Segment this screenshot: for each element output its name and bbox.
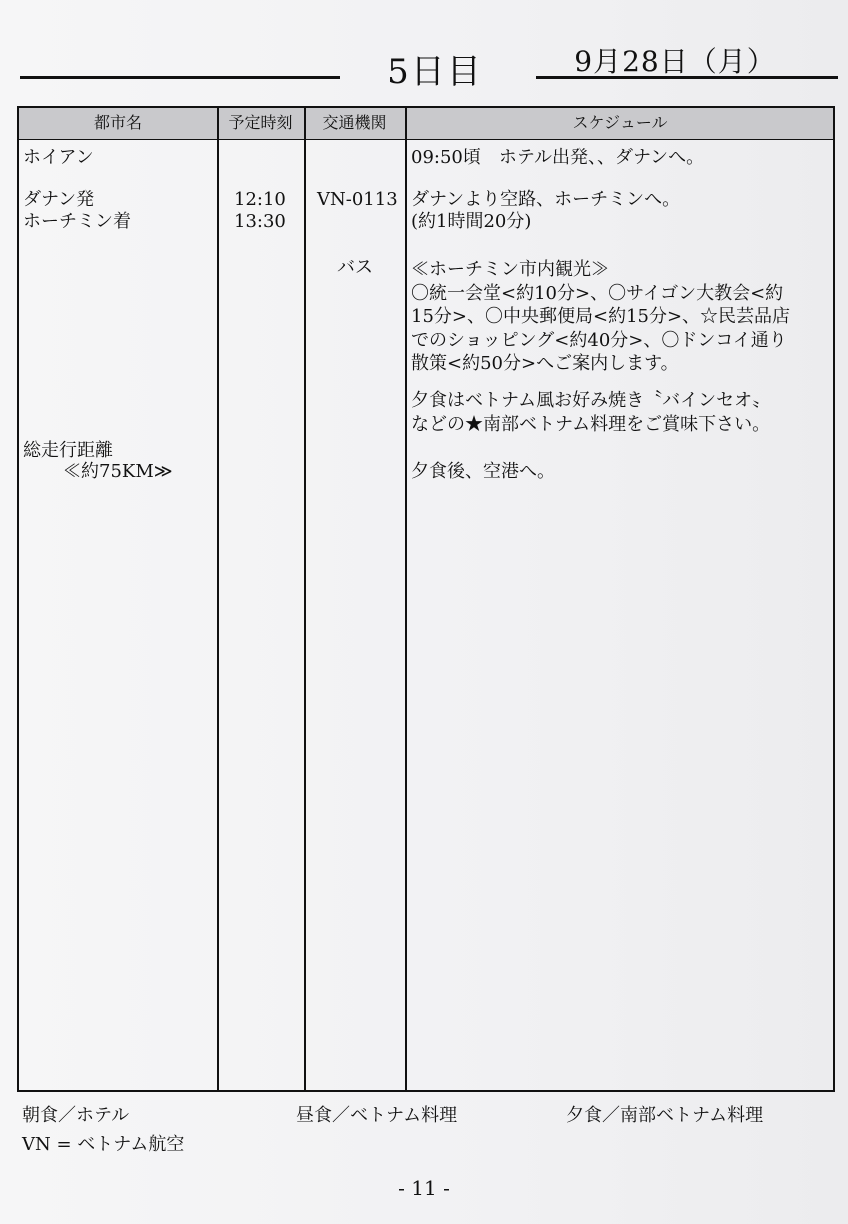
lunch-info: 昼食／ベトナム料理 — [296, 1105, 458, 1126]
header-rule-left — [20, 76, 340, 79]
table-header-row — [19, 108, 833, 140]
column-divider — [405, 108, 407, 1090]
col-header-schedule: スケジュール — [572, 113, 668, 132]
transport-cell: バス — [337, 257, 373, 278]
total-distance-value: ≪約75KM≫ — [63, 461, 173, 482]
city-cell: ホーチミン着 — [23, 211, 131, 232]
transport-cell: VN-0113 — [317, 189, 398, 210]
day-title: 5日目 — [387, 52, 483, 92]
schedule-line: ダナンより空路、ホーチミンへ。 — [411, 189, 681, 210]
column-divider — [304, 108, 306, 1090]
time-cell: 12:10 — [234, 189, 286, 210]
col-header-time: 予定時刻 — [228, 113, 293, 132]
schedule-line: ≪ホーチミン市内観光≫ — [411, 259, 609, 280]
breakfast-info: 朝食／ホテル — [22, 1105, 130, 1126]
city-cell: ホイアン — [23, 147, 94, 168]
schedule-line: (約1時間20分) — [411, 211, 532, 232]
schedule-line: 散策<約50分>へご案内します。 — [411, 353, 679, 374]
page-number: - 11 - — [398, 1176, 450, 1200]
schedule-line: 09:50頃 ホテル出発、、ダナンへ。 — [411, 147, 705, 168]
schedule-line: 〇統一会堂<約10分>、〇サイゴン大教会<約 — [411, 282, 784, 304]
col-header-transport: 交通機関 — [322, 113, 387, 132]
time-cell: 13:30 — [234, 211, 286, 232]
schedule-table — [17, 106, 835, 1092]
airline-note: VN = ベトナム航空 — [22, 1134, 185, 1155]
schedule-line: などの★南部ベトナム料理をご賞味下さい。 — [411, 414, 771, 435]
schedule-line: 夕食後、空港へ。 — [411, 461, 555, 482]
city-cell: ダナン発 — [23, 189, 95, 210]
dinner-info: 夕食／南部ベトナム料理 — [566, 1105, 764, 1126]
total-distance-label: 総走行距離 — [23, 440, 113, 461]
schedule-line: 夕食はベトナム風お好み焼き〝バインセオ〟 — [411, 390, 771, 411]
schedule-line: 15分>、〇中央郵便局<約15分>、☆民芸品店 — [411, 306, 791, 327]
col-header-city: 都市名 — [93, 113, 142, 132]
schedule-line: でのショッピング<約40分>、〇ドンコイ通り — [411, 329, 787, 351]
column-divider — [217, 108, 219, 1090]
schedule-date: 9月28日（月） — [574, 45, 776, 78]
